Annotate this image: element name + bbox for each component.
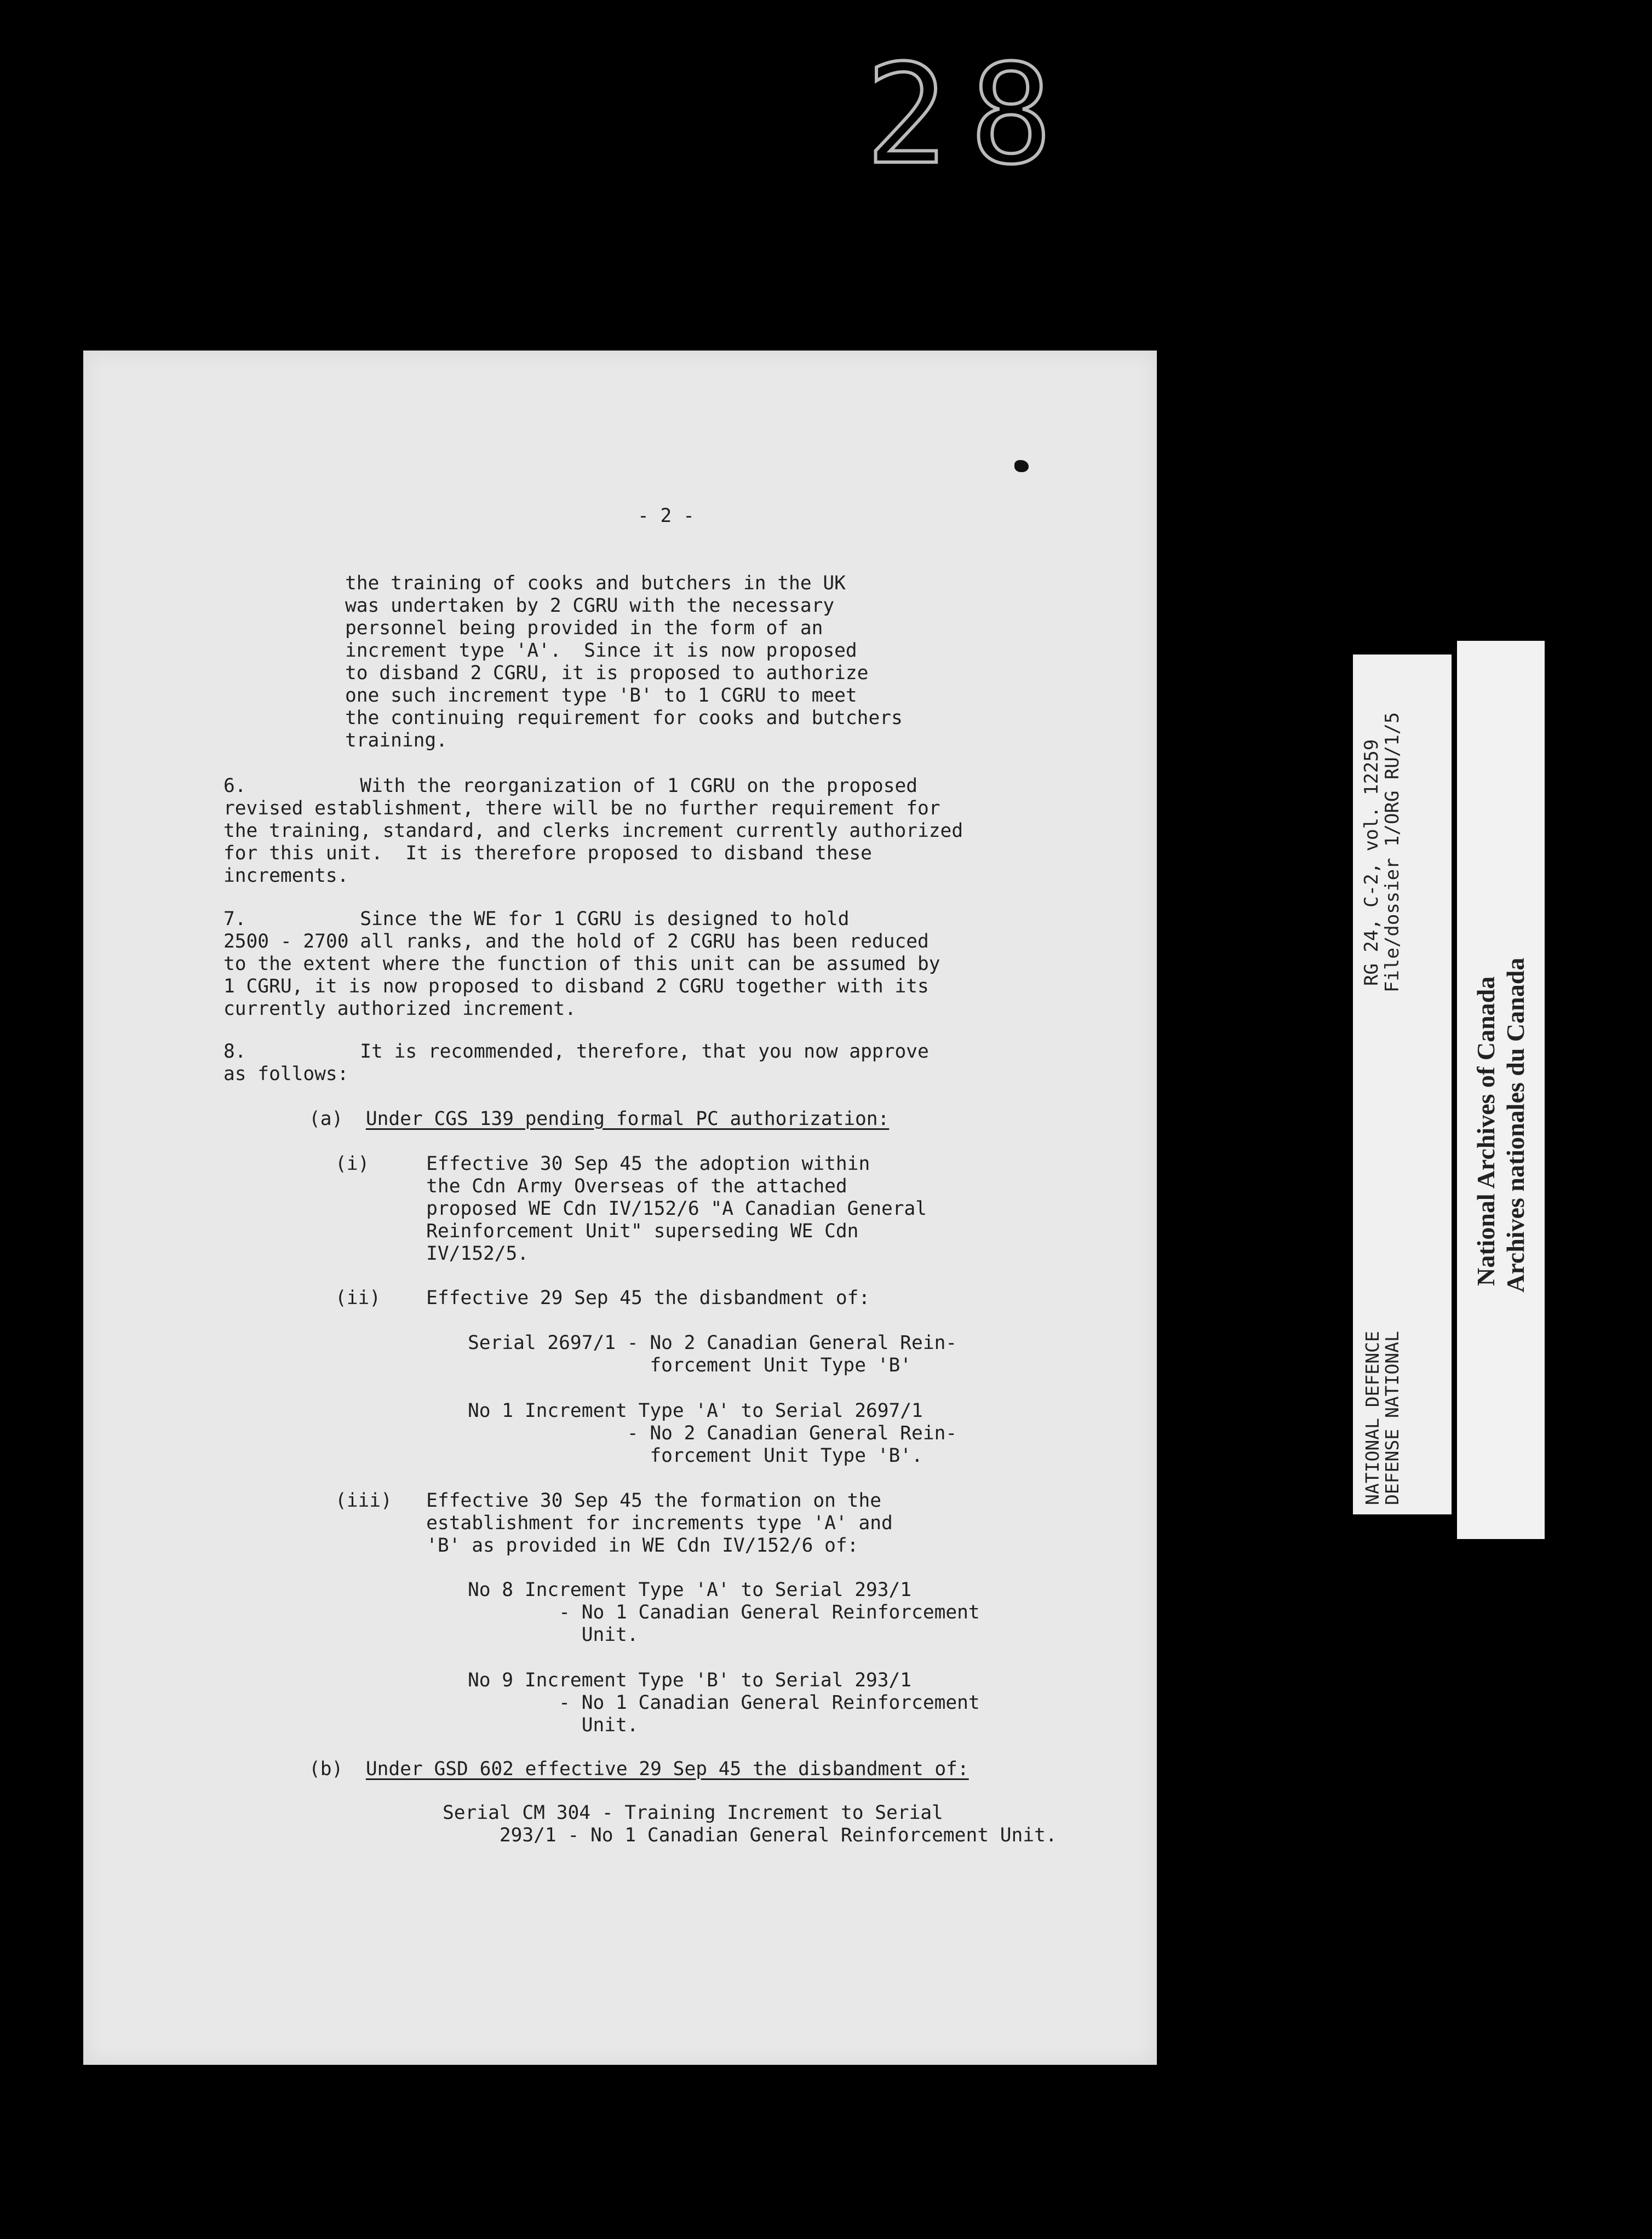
archive-reference-line-2: File/dossier 1/ORG RU/1/5 — [1381, 712, 1403, 992]
archive-reference-line-1: RG 24, C-2, vol. 12259 — [1361, 739, 1383, 986]
item-a-iii-increment-9: No 9 Increment Type 'B' to Serial 293/1 - No 1 Canadian General Reinforcement Unit. — [468, 1669, 980, 1736]
item-a-ii-increment: No 1 Increment Type 'A' to Serial 2697/1 - No 2 Canadian General Rein- forcement Unit Type 'B'. — [468, 1400, 957, 1467]
document-page — [83, 351, 1157, 2065]
defense-nationale-label: DEFENSE NATIONAL — [1381, 1331, 1403, 1505]
ink-speck — [1014, 460, 1029, 472]
item-b-marker: (b) — [309, 1758, 343, 1780]
item-a-heading-line — [309, 1108, 889, 1130]
item-a-heading: Under CGS 139 pending formal PC authorization: — [365, 1108, 890, 1130]
paragraph-6: 6. With the reorganization of 1 CGRU on the proposed revised establishment, there will be no further requirement for the training, standard, and clerks increment currently authorized for this unit. It is therefore proposed to disband these increments. — [223, 775, 963, 887]
archives-english-label: National Archives of Canada — [1472, 976, 1500, 1286]
item-a-ii: (ii) Effective 29 Sep 45 the disbandment of: — [335, 1287, 870, 1309]
paragraph-8: 8. It is recommended, therefore, that you now approve as follows: — [223, 1041, 929, 1085]
item-a-i: (i) Effective 30 Sep 45 the adoption within the Cdn Army Overseas of the attached proposed WE Cdn IV/152/6 "A Canadian General Reinforcement Unit" superseding WE Cdn IV/152/5. — [335, 1153, 927, 1265]
item-a-ii-serial: Serial 2697/1 - No 2 Canadian General Rein- forcement Unit Type 'B' — [468, 1332, 957, 1376]
archives-french-label: Archives nationales du Canada — [1501, 957, 1529, 1293]
item-a-marker: (a) — [309, 1108, 343, 1130]
item-b-serial: Serial CM 304 - Training Increment to Serial 293/1 - No 1 Canadian General Reinforcement Unit. — [443, 1802, 1057, 1846]
national-defence-label: NATIONAL DEFENCE — [1362, 1331, 1383, 1505]
paragraph-5-continued: the training of cooks and butchers in the UK was undertaken by 2 CGRU with the necessary personnel being provided in the form of an increment type 'A'. Since it is now proposed to disband 2 CGRU, it is proposed to authorize one such increment type 'B' to 1 CGRU to meet the continuing requirement for cooks and butchers training. — [345, 572, 903, 751]
item-a-iii-increment-8: No 8 Increment Type 'A' to Serial 293/1 - No 1 Canadian General Reinforcement Unit. — [468, 1579, 980, 1646]
frame-number: 28 — [865, 35, 1075, 194]
item-b-heading-line — [309, 1758, 969, 1781]
item-b-heading: Under GSD 602 effective 29 Sep 45 the disbandment of: — [365, 1758, 969, 1780]
page-number: - 2 - — [638, 505, 695, 527]
item-a-iii: (iii) Effective 30 Sep 45 the formation on the establishment for increments type 'A' and 'B' as provided in WE Cdn IV/152/6 of: — [335, 1490, 893, 1557]
paragraph-7: 7. Since the WE for 1 CGRU is designed to hold 2500 - 2700 all ranks, and the hold of 2 CGRU has been reduced to the extent where the function of this unit can be assumed by 1 CGRU, it is now proposed to disband 2 CGRU together with its currently authorized increment. — [223, 908, 940, 1020]
